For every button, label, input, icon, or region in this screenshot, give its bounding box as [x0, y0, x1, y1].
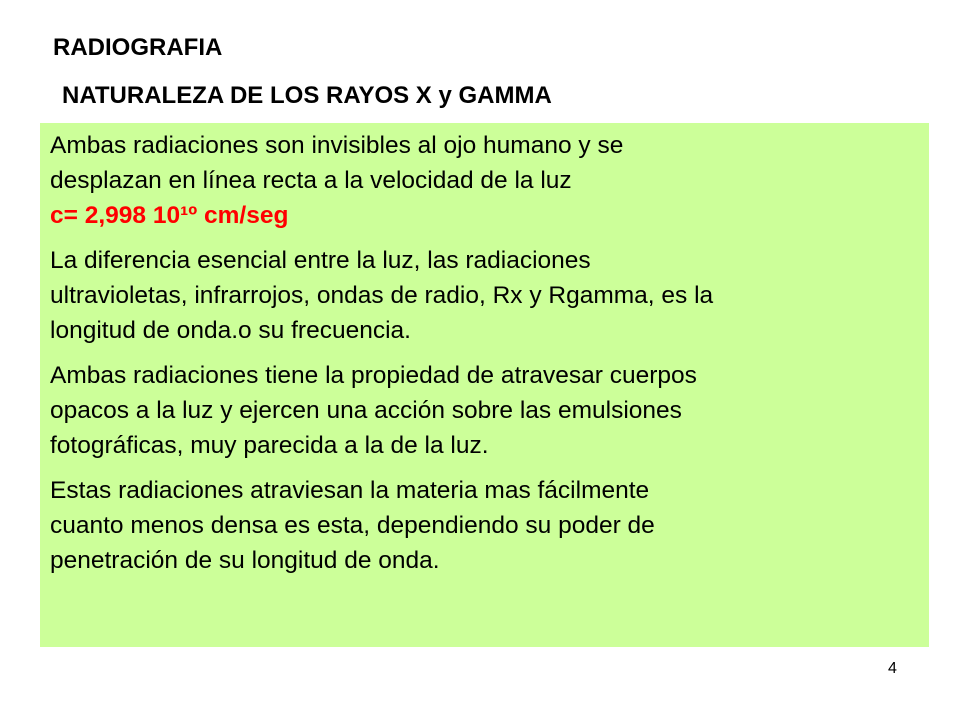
paragraph-line: Estas radiaciones atraviesan la materia mas fácilmente	[50, 477, 650, 504]
paragraph-line: penetración de su longitud de onda.	[50, 547, 440, 574]
page-number: 4	[888, 660, 897, 677]
paragraph-line: La diferencia esencial entre la luz, las radiaciones	[50, 247, 591, 274]
paragraph-line: opacos a la luz y ejercen una acción sobre las emulsiones	[50, 397, 682, 424]
paragraph-line: Ambas radiaciones son invisibles al ojo humano y se	[50, 132, 624, 159]
paragraph-density	[50, 473, 919, 578]
paragraph-line: ultravioletas, infrarrojos, ondas de radio, Rx y Rgamma, es la	[50, 282, 714, 309]
paragraph-line: desplazan en línea recta a la velocidad de la luz	[50, 167, 572, 194]
slide-title: RADIOGRAFIA	[53, 34, 223, 61]
paragraph-penetration	[50, 358, 919, 463]
paragraph-wavelength	[50, 243, 919, 348]
paragraph-line: longitud de onda.o su frecuencia.	[50, 317, 411, 344]
paragraph-line: fotográficas, muy parecida a la de la luz.	[50, 432, 489, 459]
paragraph-speed	[50, 128, 919, 233]
slide-subtitle: NATURALEZA DE LOS RAYOS X y GAMMA	[62, 82, 552, 109]
paragraph-line: Ambas radiaciones tiene la propiedad de atravesar cuerpos	[50, 362, 697, 389]
content-box	[40, 123, 929, 647]
paragraph-line: cuanto menos densa es esta, dependiendo su poder de	[50, 512, 655, 539]
speed-of-light-formula: c= 2,998 10¹º cm/seg	[50, 202, 289, 229]
